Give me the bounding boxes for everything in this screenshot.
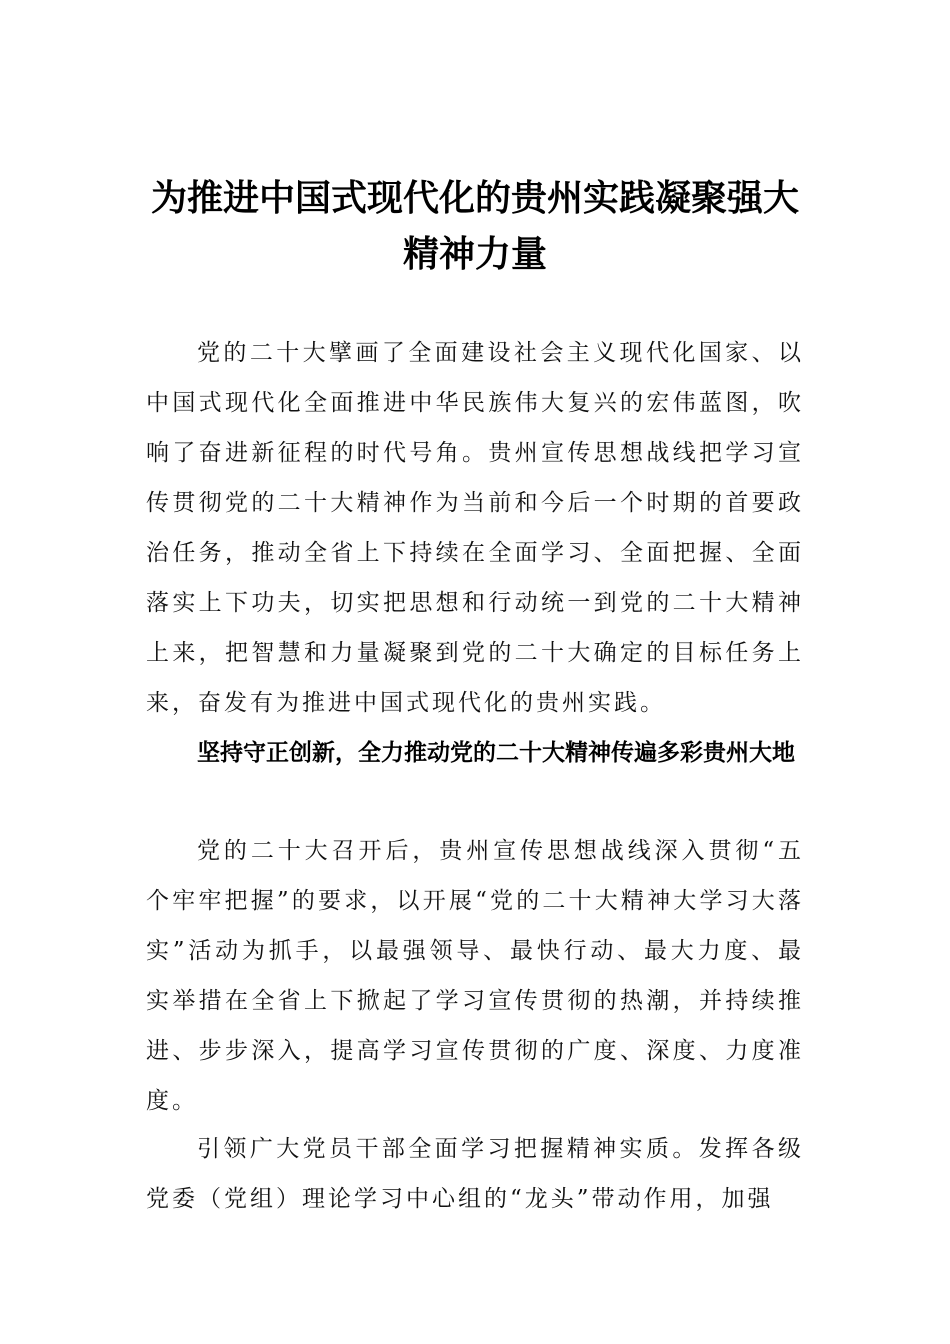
body-paragraph: 党的二十大召开后，贵州宣传思想战线深入贯彻“五个牢牢把握”的要求，以开展“党的二十大精神大学习大落实”活动为抓手，以最强领导、最快行动、最大力度、最实举措在全省上下掀起了学习宣传贯彻的热潮，并持续推进、步步深入，提高学习宣传贯彻的广度、深度、力度准度。 [146,838,804,1114]
body-paragraph: 引领广大党员干部全面学习把握精神实质。发挥各级党委（党组）理论学习中心组的“龙头”带动作用，加强 [146,1136,804,1212]
intro-paragraph: 党的二十大擘画了全面建设社会主义现代化国家、以中国式现代化全面推进中华民族伟大复兴的宏伟蓝图，吹响了奋进新征程的时代号角。贵州宣传思想战线把学习宣传贯彻党的二十大精神作为当前和今后一个时期的首要政治任务，推动全省上下持续在全面学习、全面把握、全面落实上下功夫，切实把思想和行动统一到党的二十大精神上来，把智慧和力量凝聚到党的二十大确定的目标任务上来，奋发有为推进中国式现代化的贵州实践。 [146,340,804,716]
section-heading: 坚持守正创新，全力推动党的二十大精神传遍多彩贵州大地 [197,740,795,766]
document-title: 为推进中国式现代化的贵州实践凝聚强大精神力量 [150,177,799,275]
